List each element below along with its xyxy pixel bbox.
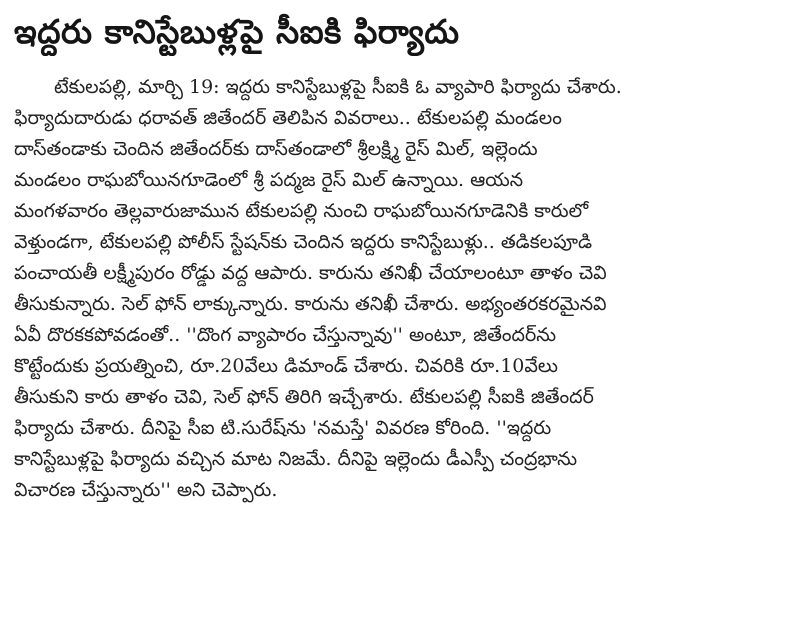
article-line: దాస్‌తండాకు చెందిన జితేందర్‌కు దాస్‌తండాలో శ్రీలక్ష్మి రైస్ మిల్, ఇల్లెందు <box>14 138 538 160</box>
article-line: తీసుకున్నారు. సెల్ ఫోన్ లాక్కున్నారు. కారును తనిఖీ చేశారు. అభ్యంతరకరమైనవి <box>14 293 607 315</box>
article-line: టేకులపల్లి, మార్చి 19: ఇద్దరు కానిస్టేబుళ్లపై సీఐకి ఓ వ్యాపారి ఫిర్యాదు చేశారు. <box>54 76 622 98</box>
article-line: ఫిర్యాదుదారుడు ధరావత్ జితేందర్ తెలిపిన వివరాలు.. టేకులపల్లి మండలం <box>14 107 562 129</box>
article-line: కొట్టేందుకు ప్రయత్నించి, రూ.20వేలు డిమాండ్ చేశారు. చివరికి రూ.10వేలు <box>14 355 558 377</box>
article-line: కానిస్టేబుళ్లపై ఫిర్యాదు వచ్చిన మాట నిజమే. దీనిపై ఇల్లెందు డీఎస్పీ చంద్రభాను <box>14 448 578 470</box>
article-line: వెళ్తుండగా, టేకులపల్లి పోలీస్ స్టేషన్‌కు చెందిన ఇద్దరు కానిస్టేబుళ్లు.. తడికలపూడి <box>14 231 593 253</box>
article-line: ఫిర్యాదు చేశారు. దీనిపై సీఐ టి.సురేష్‌ను 'నమస్తే' వివరణ కోరింది. ''ఇద్దరు <box>14 417 552 439</box>
article-headline: ఇద్దరు కానిస్టేబుళ్లపై సీఐకి ఫిర్యాదు <box>14 12 460 51</box>
article-line: మండలం రాఘబోయినగూడెంలో శ్రీ పద్మజ రైస్ మిల్ ఉన్నాయి. ఆయన <box>14 169 524 191</box>
article-body <box>14 72 786 506</box>
article-line: మంగళవారం తెల్లవారుజామున టేకులపల్లి నుంచి రాఘబోయినగూడెనికి కారులో <box>14 200 589 222</box>
article-line: పంచాయతీ లక్ష్మీపురం రోడ్డు వద్ద ఆపారు. కారును తనిఖీ చేయాలంటూ తాళం చెవి <box>14 262 607 284</box>
article-line: ఏవీ దొరకకపోవడంతో.. ''దొంగ వ్యాపారం చేస్తున్నావు'' అంటూ, జితేందర్‌ను <box>14 324 557 346</box>
article-line: విచారణ చేస్తున్నారు'' అని చెప్పారు. <box>14 479 278 501</box>
article-line: తీసుకుని కారు తాళం చెవి, సెల్ ఫోన్ తిరిగి ఇచ్చేశారు. టేకులపల్లి సీఐకి జితేందర్ <box>14 386 594 408</box>
